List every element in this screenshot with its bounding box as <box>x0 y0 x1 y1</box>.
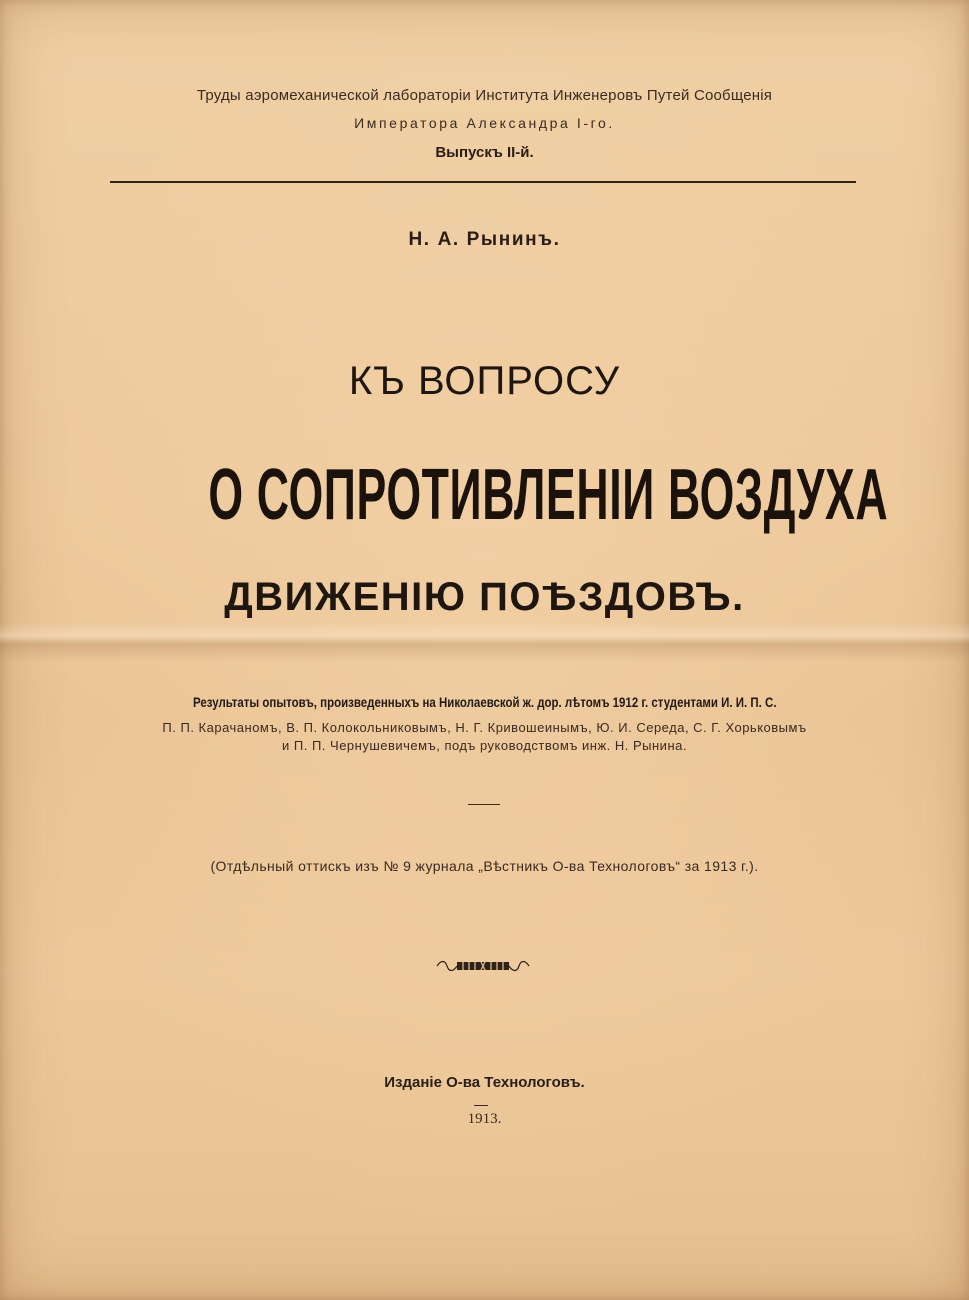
results-heading <box>0 694 969 710</box>
institute-dedication: Императора Александра I-го. <box>354 115 615 131</box>
title-line-2-text: О СОПРОТИВЛЕНІИ ВОЗДУХА <box>208 455 889 535</box>
separator-dash <box>468 804 500 805</box>
reprint-note: (Отдѣльный оттискъ изъ № 9 журнала „Вѣстникъ О-ва Технологовъ“ за 1913 г.). <box>210 858 759 874</box>
author-name: Н. А. Рынинъ. <box>408 229 561 250</box>
title-line-2 <box>0 454 969 536</box>
publisher: Изданіе О-ва Технологовъ. <box>384 1074 585 1091</box>
title-line-1: КЪ ВОПРОСУ <box>348 359 621 403</box>
issue-number: Выпускъ II-й. <box>435 144 534 161</box>
ornament-icon <box>435 958 531 974</box>
publication-year: 1913. <box>467 1111 502 1127</box>
header-rule <box>110 181 856 183</box>
students-list-line-2: и П. П. Чернушевичемъ, подъ руководствомъ инж. Н. Рынина. <box>282 738 687 753</box>
series-title: Труды аэромеханической лабораторіи Института Инженеровъ Путей Сообщенія <box>196 87 773 104</box>
title-line-3: ДВИЖЕНІЮ ПОѢЗДОВЪ. <box>224 575 745 619</box>
paper-fold <box>0 622 969 662</box>
results-heading-text: Результаты опытовъ, произведенныхъ на Николаевской ж. дор. лѣтомъ 1912 г. студентами И. И. П. С. <box>192 694 777 710</box>
publisher-dash <box>474 1105 488 1106</box>
students-list-line-1: П. П. Карачаномъ, В. П. Колокольниковымъ, Н. Г. Кривошеинымъ, Ю. И. Середа, С. Г. Хорьковымъ <box>162 720 807 735</box>
